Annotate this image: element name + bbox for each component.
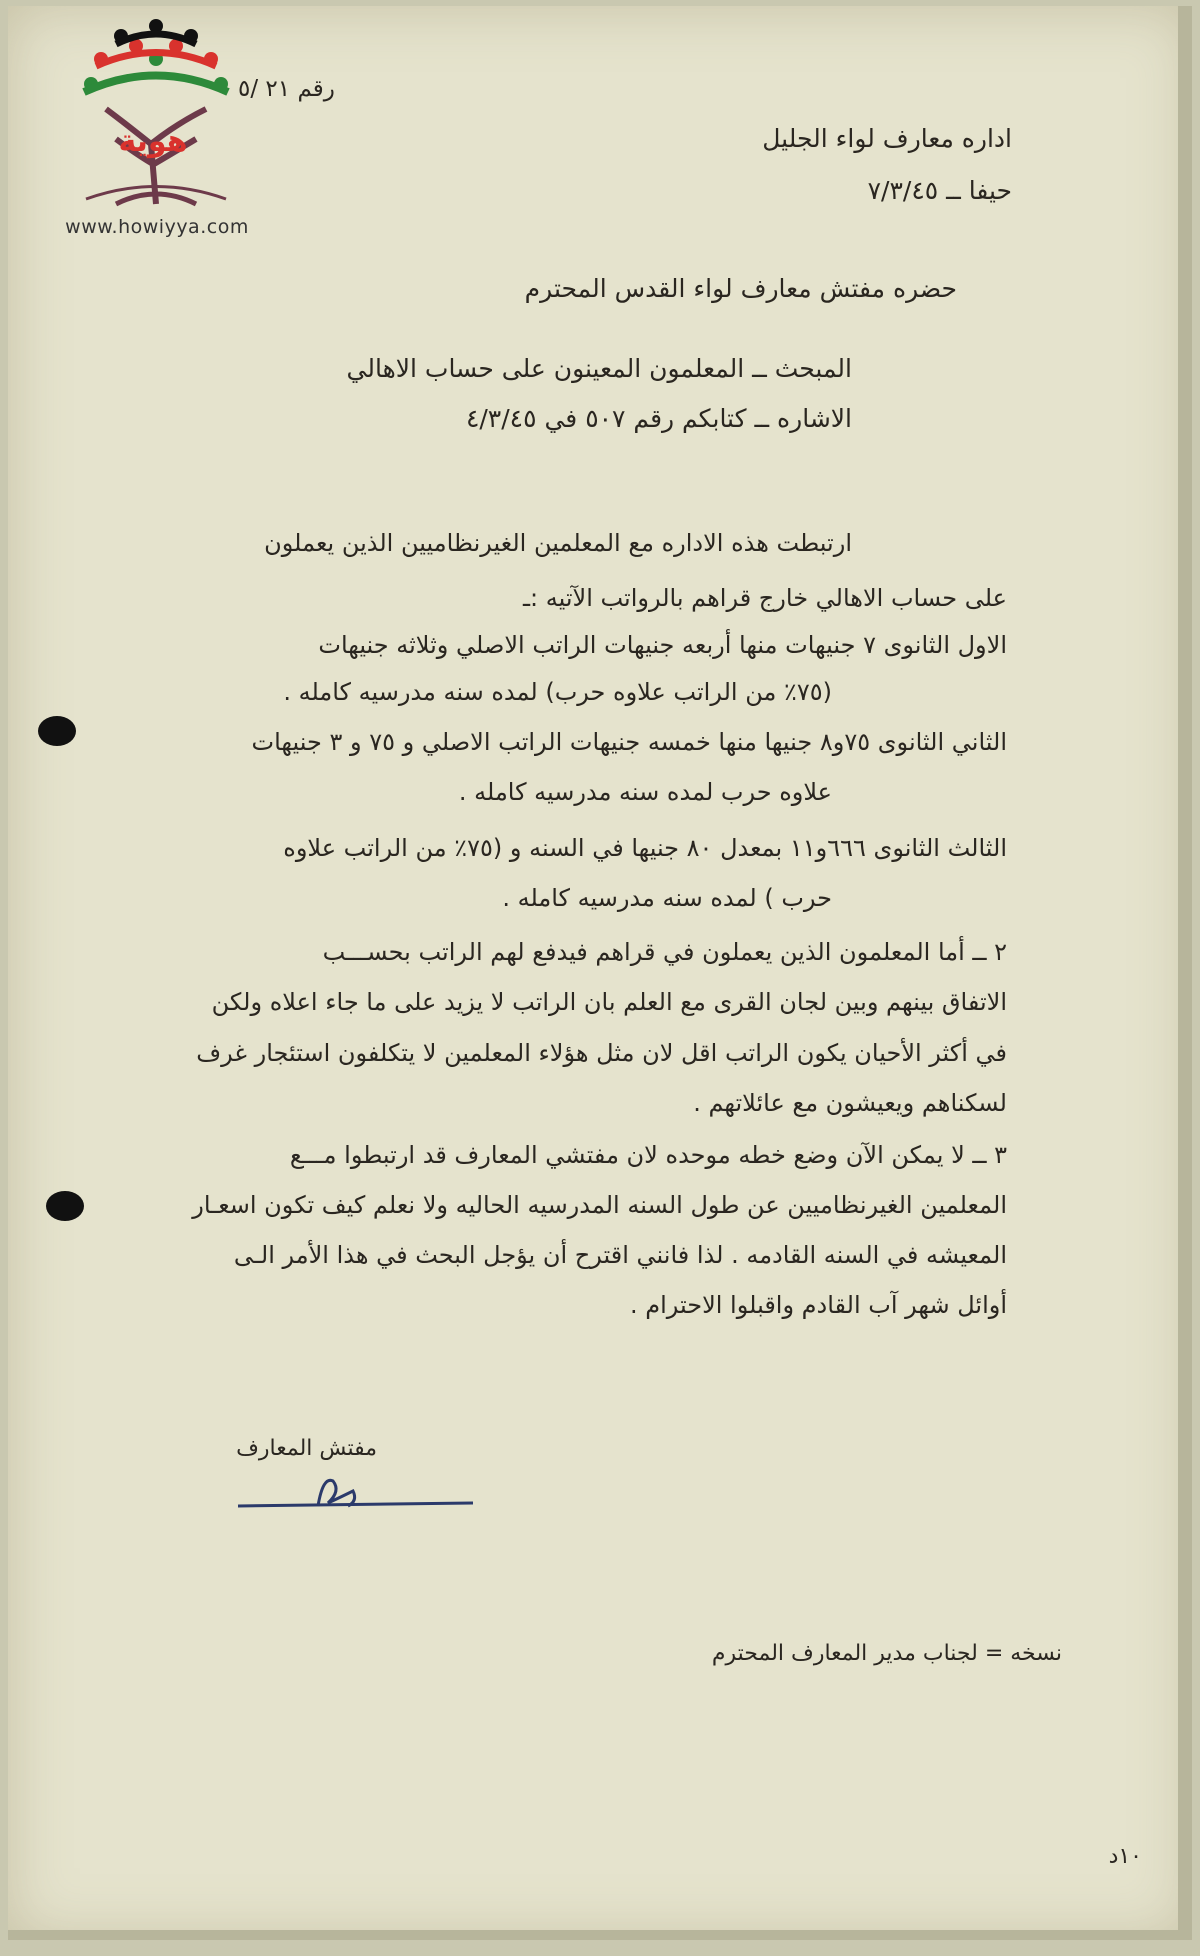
- document-page: [8, 6, 1192, 1940]
- department-header: اداره معارف لواء الجليل: [762, 124, 1012, 153]
- body-line: الثالث الثانوى ٦٦٦و١١ بمعدل ٨٠ جنيها في السنه و (٧٥٪ من الراتب علاوه: [283, 834, 1007, 862]
- addressee: حضره مفتش معارف لواء القدس المحترم: [524, 274, 957, 303]
- body-line: على حساب الاهالي خارج قراهم بالرواتب الآتيه :ـ: [522, 584, 1007, 612]
- logo-wordmark: هوية: [118, 124, 188, 159]
- body-line: علاوه حرب لمده سنه مدرسيه كامله .: [458, 778, 832, 806]
- copy-line: نسخه = لجناب مدير المعارف المحترم: [711, 1641, 1062, 1666]
- body-line: في أكثر الأحيان يكون الراتب اقل لان مثل هؤلاء المعلمين لا يتكلفون استئجار غرف: [196, 1039, 1007, 1067]
- body-line: أوائل شهر آب القادم واقبلوا الاحترام .: [629, 1291, 1007, 1319]
- body-line: ارتبطت هذه الاداره مع المعلمين الغيرنظاميين الذين يعملون: [264, 529, 852, 557]
- subject-line: المبحث ــ المعلمون المعينون على حساب الاهالي: [346, 354, 852, 383]
- reference-line: الاشاره ــ كتابكم رقم ٥٠٧ في ٤/٣/٤٥: [465, 404, 852, 433]
- punch-hole: [46, 1191, 84, 1221]
- place-date: حيفا ــ ٧/٣/٤٥: [867, 176, 1012, 205]
- handwritten-signature: [233, 1461, 483, 1521]
- scan-edge-right: [1178, 6, 1192, 1940]
- logo-url: www.howiyya.com: [65, 216, 249, 238]
- body-line: لسكناهم ويعيشون مع عائلاتهم .: [693, 1089, 1007, 1117]
- scan-edge-bottom: [8, 1930, 1192, 1940]
- body-line: الثاني الثانوى ٧٥و٨ جنيها منها خمسه جنيهات الراتب الاصلي و ٧٥ و ٣ جنيهات: [251, 728, 1007, 756]
- body-line: الاتفاق بينهم وبين لجان القرى مع العلم بان الراتب لا يزيد على ما جاء اعلاه ولكن: [211, 988, 1007, 1016]
- body-line: المعيشه في السنه القادمه . لذا فانني اقترح أن يؤجل البحث في هذا الأمر الـى: [233, 1241, 1007, 1269]
- family-tree-logo: [56, 14, 256, 214]
- body-line: الاول الثانوى ٧ جنيهات منها أربعه جنيهات الراتب الاصلي وثلاثه جنيهات: [318, 631, 1007, 659]
- signature-label: مفتش المعارف: [236, 1436, 377, 1461]
- page-mark: ١٠د: [1108, 1844, 1142, 1869]
- body-line: ٣ ــ لا يمكن الآن وضع خطه موحده لان مفتشي المعارف قد ارتبطوا مـــع: [289, 1141, 1007, 1169]
- body-line: المعلمين الغيرنظاميين عن طول السنه المدرسيه الحاليه ولا نعلم كيف تكون اسعـار: [192, 1191, 1007, 1219]
- punch-hole: [38, 716, 76, 746]
- letter-number-ref: رقم ٢١ /٥: [238, 76, 335, 102]
- body-line: حرب ) لمده سنه مدرسيه كامله .: [502, 884, 832, 912]
- body-line: ٢ ــ أما المعلمون الذين يعملون في قراهم فيدفع لهم الراتب بحســـب: [322, 938, 1007, 966]
- body-line: (٧٥٪ من الراتب علاوه حرب) لمده سنه مدرسيه كامله .: [283, 678, 832, 706]
